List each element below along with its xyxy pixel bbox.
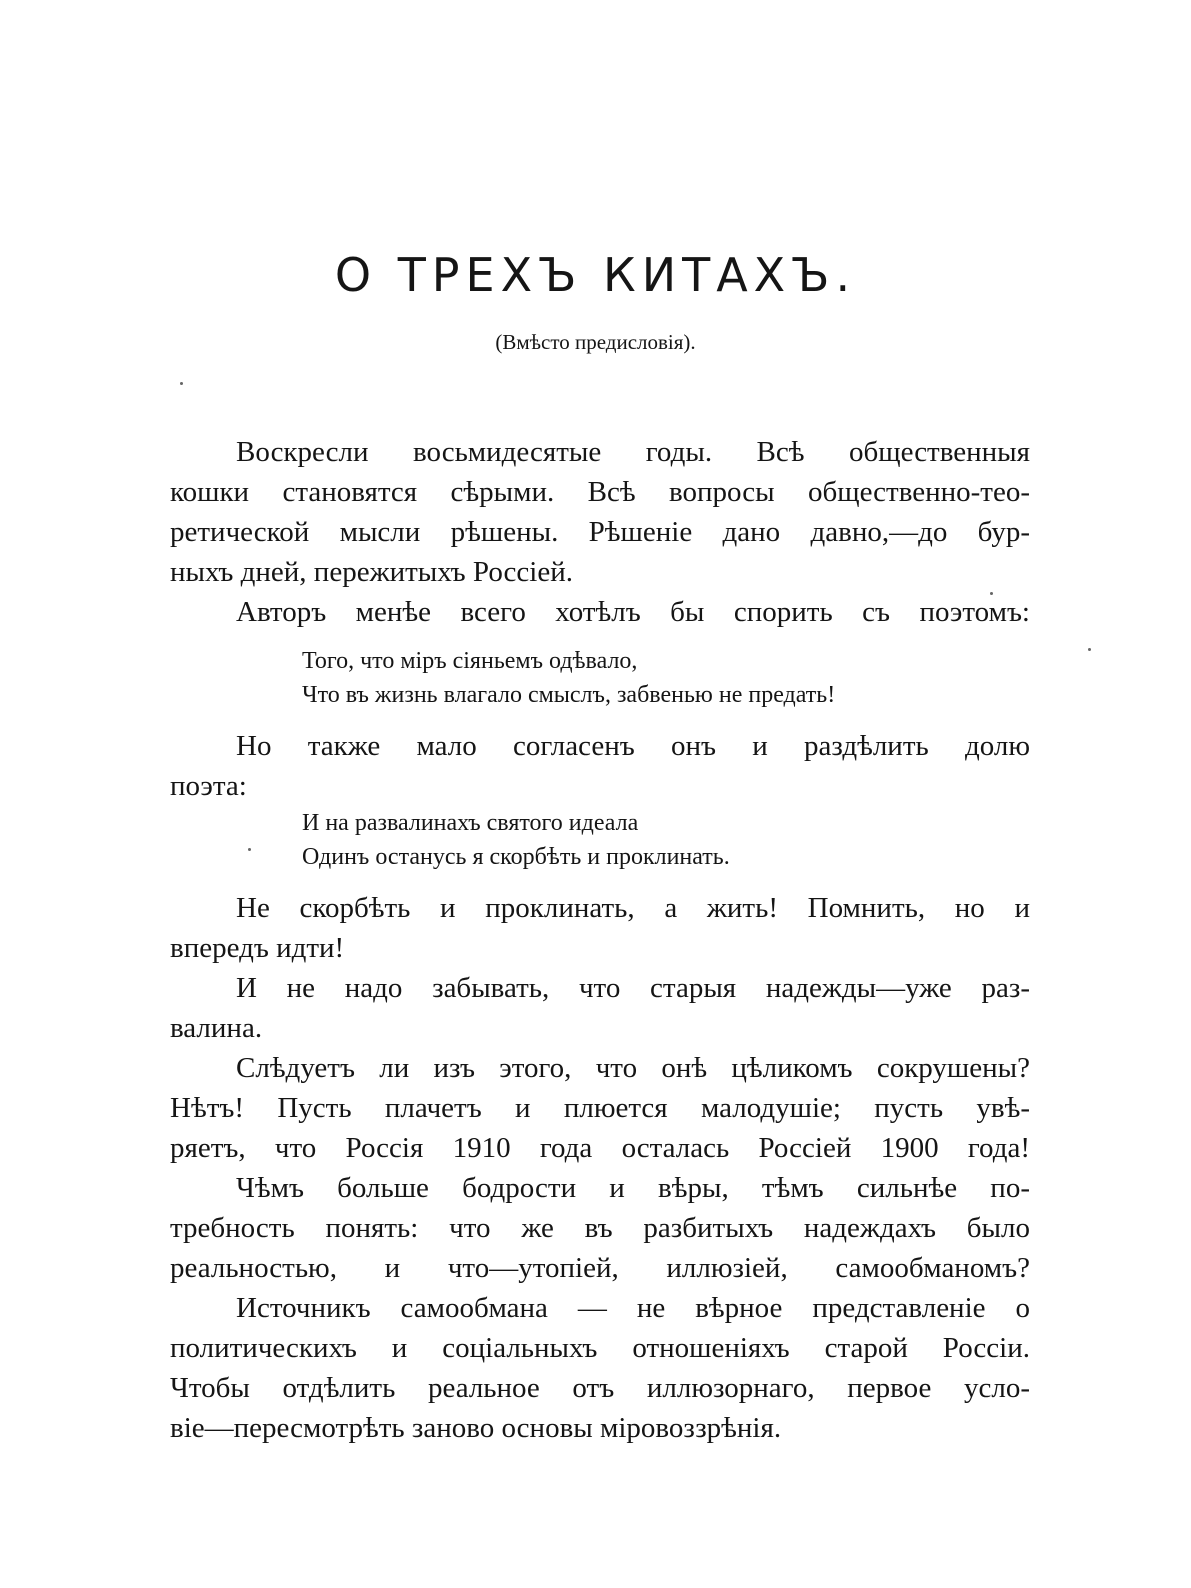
paragraph-7	[170, 1168, 1030, 1288]
text-line: поэта:	[170, 770, 247, 802]
paragraph-6	[170, 1048, 1030, 1168]
text-line: И не надо забывать, что старыя надежды—уже раз-	[236, 972, 1030, 1004]
text-line: ныхъ дней, пережитыхъ Россіей.	[170, 556, 573, 588]
scan-speck	[990, 592, 993, 595]
text-line: Источникъ самообмана — не вѣрное представленіе о	[236, 1292, 1030, 1324]
scan-speck	[248, 848, 251, 851]
text-line: требность понять: что же въ разбитыхъ надеждахъ было	[170, 1212, 1030, 1244]
text-line: Чѣмъ больше бодрости и вѣры, тѣмъ сильнѣе по-	[236, 1172, 1030, 1204]
paragraph-2	[170, 592, 1030, 632]
text-line: валина.	[170, 1012, 263, 1044]
page-title: О ТРЕХЪ КИТАХЪ.	[334, 248, 857, 302]
verse-quote-2	[302, 806, 1030, 874]
text-line: впередъ идти!	[170, 932, 345, 964]
verse-line: Что въ жизнь влагало смыслъ, забвенью не предать!	[302, 682, 836, 708]
paragraph-3	[170, 726, 1030, 806]
body-text	[170, 432, 1030, 1448]
text-line: реальностью, и что—утопіей, иллюзіей, самообманомъ?	[170, 1252, 1030, 1284]
text-line: Но также мало согласенъ онъ и раздѣлить долю	[236, 730, 1030, 762]
scan-speck	[180, 382, 183, 385]
text-line: Нѣтъ! Пусть плачетъ и плюется малодушіе; пусть увѣ-	[170, 1092, 1030, 1124]
text-line: ретической мысли рѣшены. Рѣшеніе дано давно,—до бур-	[170, 516, 1030, 548]
verse-line: И на развалинахъ святого идеала	[302, 810, 639, 836]
verse-line: Того, что міръ сіяньемъ одѣвало,	[302, 648, 638, 674]
text-line: Воскресли восьмидесятые годы. Всѣ общественныя	[236, 436, 1030, 468]
paragraph-8	[170, 1288, 1030, 1448]
text-line: Не скорбѣть и проклинать, а жить! Помнить, но и	[236, 892, 1030, 924]
text-line: кошки становятся сѣрыми. Всѣ вопросы общественно-тео-	[170, 476, 1030, 508]
text-line: ряетъ, что Россія 1910 года осталась Россіей 1900 года!	[170, 1132, 1030, 1164]
paragraph-5	[170, 968, 1030, 1048]
text-line: политическихъ и соціальныхъ отношеніяхъ старой Россіи.	[170, 1332, 1030, 1364]
page-subtitle: (Вмѣсто предисловія).	[495, 330, 696, 354]
paragraph-1	[170, 432, 1030, 592]
text-line: Слѣдуетъ ли изъ этого, что онѣ цѣликомъ сокрушены?	[236, 1052, 1030, 1084]
verse-line: Одинъ останусь я скорбѣть и проклинать.	[302, 844, 730, 870]
verse-quote-1	[302, 644, 1030, 712]
paragraph-4	[170, 888, 1030, 968]
text-line: Авторъ менѣе всего хотѣлъ бы спорить съ поэтомъ:	[236, 596, 1030, 628]
text-line: віе—пересмотрѣть заново основы міровоззрѣнія.	[170, 1412, 782, 1444]
scan-speck	[1088, 648, 1091, 651]
text-line: Чтобы отдѣлить реальное отъ иллюзорнаго, первое усло-	[170, 1372, 1030, 1404]
